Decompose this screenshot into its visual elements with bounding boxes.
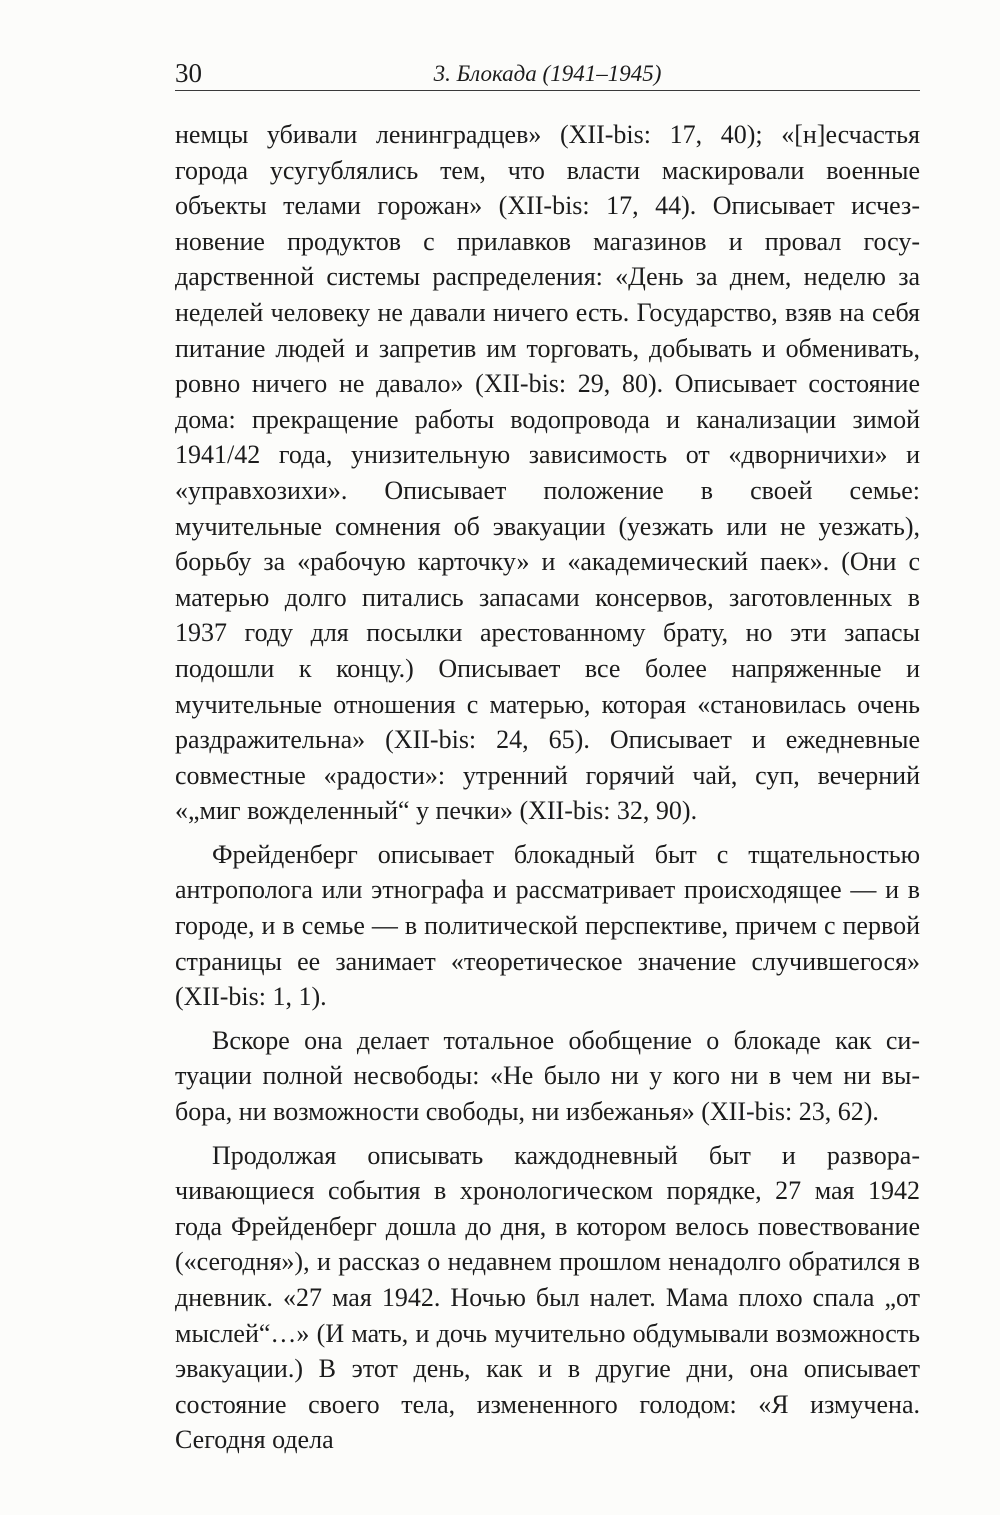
paragraph-4: Продолжая описывать каждодневный быт и разворачивающиеся события в хронологическом порядке, 27 мая 1942 года Фрейденберг дошла до дня, в котором велось повествование («сегодня»), и рассказ о недавнем прошлом ненадолго обратился в дневник. «27 мая 1942. Ночью был налет. Мама плохо спала „от мыслей“…» (И мать, и дочь мучительно обдумывали возможность эвакуации.) В этот день, как и в другие дни, она описывает состояние своего тела, измененного голодом: «Я измучена. Сегодня одела xyxy=(175,1140,920,1455)
book-page xyxy=(175,58,920,1466)
running-header xyxy=(175,58,920,91)
paragraph-3: Вскоре она делает тотальное обобщение о блокаде как ситуации полной несвободы: «Не было ни у кого ни в чем ни выбора, ни возможности свободы, ни избежанья» (XII-bis: 23, 62). xyxy=(175,1025,920,1127)
body-text xyxy=(175,117,920,1458)
chapter-title: 3. Блокада (1941–1945) xyxy=(433,61,662,86)
paragraph-1: немцы убивали ленинградцев» (XII-bis: 17, 40); «[н]есчастья города усугублялись тем, что власти маскировали военные объекты телами горожан» (XII-bis: 17, 44). Описывает исчезновение продуктов с прилавков магазинов и провал государственной системы распределения: «День за днем, неделю за неделей человеку не давали ничего есть. Государство, взяв на себя питание людей и запретив им торговать, добывать и обменивать, ровно ничего не давало» (XII-bis: 29, 80). Описывает состояние дома: прекращение работы водопровода и канализации зимой 1941/42 года, унизительную зависимость от «дворничихи» и «управхозихи». Описывает положение в своей семье: мучительные сомнения об эвакуации (уезжать или не уезжать), борьбу за «рабочую карточку» и «академический паек». (Они с матерью долго питались запасами консервов, заготовленных в 1937 году для посылки арестованному брату, но эти запасы подошли к концу.) Описывает все более напряженные и мучительные отношения с матерью, которая «становилась очень раздражительна» (XII-bis: 24, 65). Описывает и ежедневные совместные «радости»: утренний горячий чай, суп, вечерний «„миг вожделенный“ у печки» (XII-bis: 32, 90). xyxy=(175,120,920,826)
page-number: 30 xyxy=(175,58,202,88)
paragraph-2: Фрейденберг описывает блокадный быт с тщательностью антрополога или этнографа и рассматривает происходящее — и в городе, и в семье — в политической перспективе, причем с первой страницы ее занимает «теоретическое значение случившегося» (XII-bis: 1, 1). xyxy=(175,839,920,1012)
